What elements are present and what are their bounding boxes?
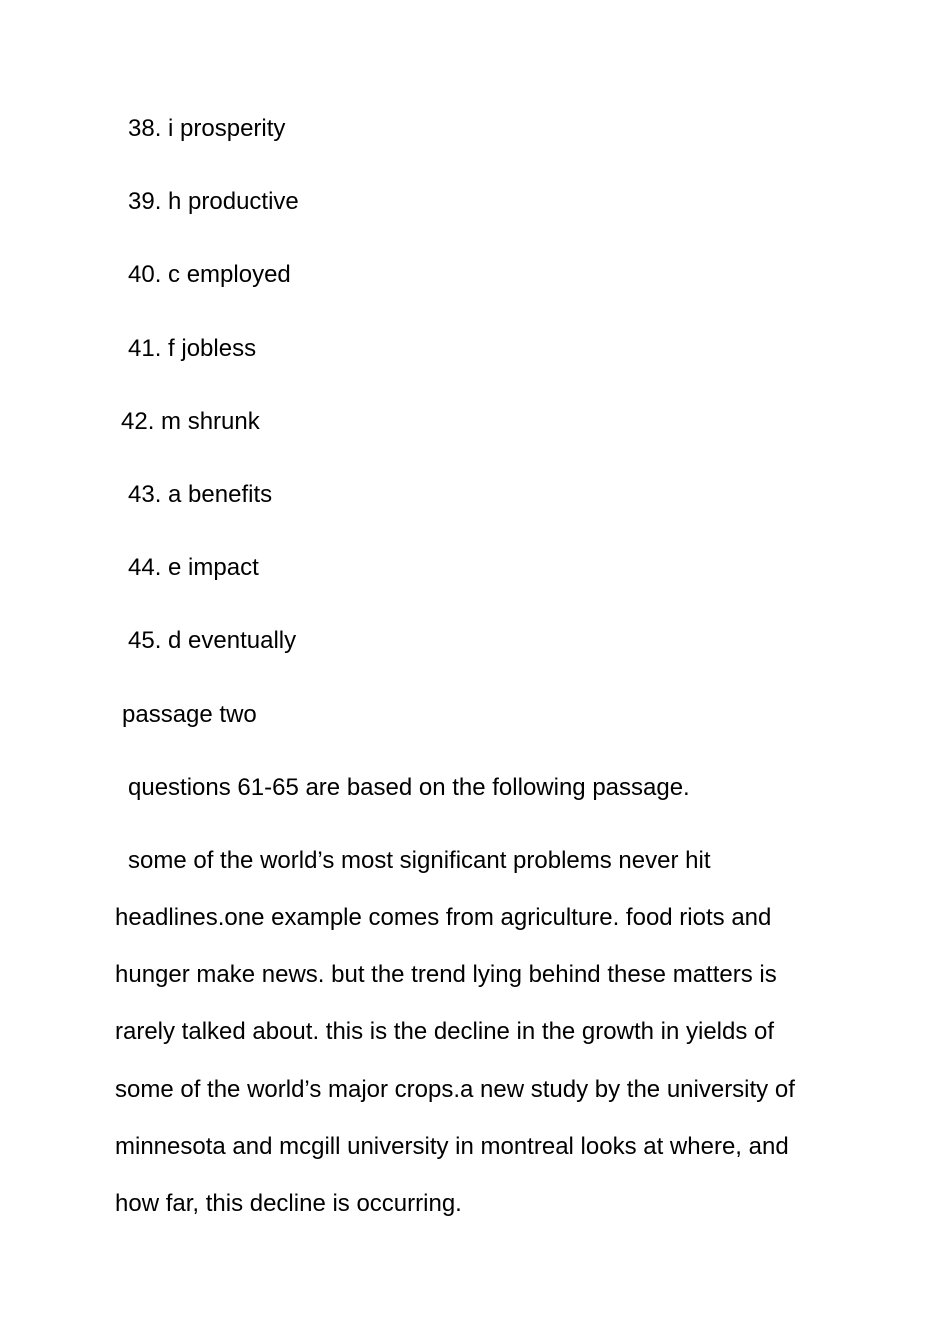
- passage-line: how far, this decline is occurring.: [115, 1190, 462, 1217]
- passage-line: some of the world’s major crops.a new study by the university of: [115, 1076, 795, 1103]
- section-title: passage two: [122, 701, 257, 728]
- answer-item: 40. c employed: [128, 261, 291, 288]
- passage-line: hunger make news. but the trend lying behind these matters is: [115, 961, 777, 988]
- answer-item: 43. a benefits: [128, 481, 273, 508]
- answer-item: 42. m shrunk: [121, 408, 260, 435]
- answer-item: 45. d eventually: [128, 627, 297, 654]
- question-instruction: questions 61-65 are based on the following passage.: [128, 774, 690, 801]
- answer-item: 44. e impact: [128, 554, 259, 581]
- passage-line: rarely talked about. this is the decline in the growth in yields of: [115, 1018, 775, 1045]
- passage-line: some of the world’s most significant problems never hit: [128, 847, 711, 874]
- passage-line: headlines.one example comes from agriculture. food riots and: [115, 904, 772, 931]
- answer-item: 39. h productive: [128, 188, 299, 215]
- answer-item: 38. i prosperity: [128, 115, 286, 142]
- passage-line: minnesota and mcgill university in montreal looks at where, and: [115, 1133, 789, 1160]
- answer-item: 41. f jobless: [128, 335, 257, 362]
